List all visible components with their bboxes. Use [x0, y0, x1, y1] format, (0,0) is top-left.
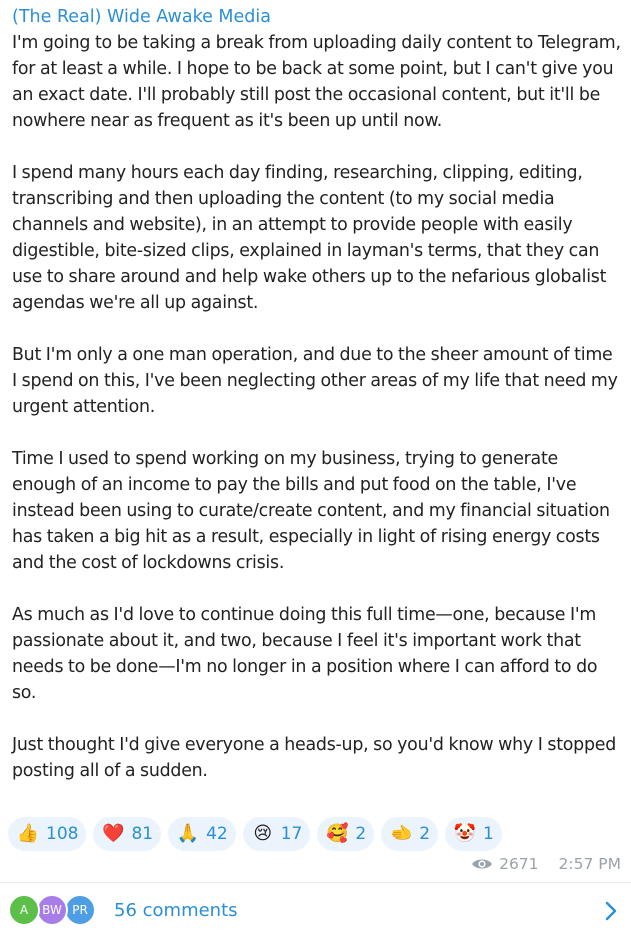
channel-name[interactable]: (The Real) Wide Awake Media [12, 7, 271, 27]
reaction-count: 108 [46, 824, 79, 844]
pointing-hand-icon: 🫲 [389, 823, 413, 844]
clown-face-icon: 🤡 [453, 823, 477, 844]
reaction-count: 2 [419, 824, 431, 844]
reaction-count: 1 [483, 824, 494, 844]
folded-hands-icon: 🙏 [176, 823, 200, 844]
reaction-count: 17 [280, 824, 303, 844]
reaction-clown[interactable] [445, 817, 502, 851]
smiling-face-with-hearts-icon: 🥰 [326, 823, 349, 844]
avatar: BW [36, 894, 68, 926]
post-paragraph: I spend many hours each day finding, researching, clipping, editing, transcribing and then uploading the content (to my social media channels and website), in an attempt to provide people with easily digestible, bite-sized clips, explained in layman's terms, that they can use to share around and help wake others up to the nefarious globalist agendas we're all up against. [12, 163, 607, 313]
post-text [12, 30, 621, 784]
reactions-bar [8, 817, 502, 853]
post-paragraph: But I'm only a one man operation, and due to the sheer amount of time I spend on this, I've been neglecting other areas of my life that need my urgent attention. [12, 345, 618, 417]
reaction-cry[interactable] [243, 817, 311, 851]
post-paragraph: I'm going to be taking a break from uploading daily content to Telegram, for at least a while. I hope to be back at some point, but I can't give you an exact date. I'll probably still post the occasional content, but it'll be nowhere near as frequent as it's been up until now. [12, 33, 621, 131]
eye-icon [471, 857, 493, 871]
reaction-thumbs-up[interactable] [8, 817, 86, 851]
reaction-pray[interactable] [168, 817, 236, 851]
avatar: A [8, 894, 40, 926]
heart-icon: ❤️ [102, 823, 125, 844]
reaction-love-face[interactable] [317, 817, 374, 851]
post-paragraph: As much as I'd love to continue doing this full time—one, because I'm passionate about it, and two, because I feel it's important work that needs to be done—I'm no longer in a position where I can afford to do so. [12, 605, 598, 703]
thumbs-up-icon: 👍 [16, 823, 40, 844]
reaction-heart[interactable] [93, 817, 161, 851]
post-paragraph: Just thought I'd give everyone a heads-up, so you'd know why I stopped posting all of a sudden. [12, 735, 616, 781]
post-time: 2:57 PM [558, 855, 621, 873]
chevron-right-icon [605, 901, 617, 921]
post-paragraph: Time I used to spend working on my business, trying to generate enough of an income to pay the bills and put food on the table, I've instead been using to curate/create content, and my financial situation has taken a big hit as a result, especially in light of rising energy costs and the cost of lockdowns crisis. [12, 449, 610, 573]
avatar: PR [64, 894, 96, 926]
commenter-avatars [8, 894, 104, 928]
crying-face-icon: 😢 [253, 823, 273, 844]
comments-button[interactable] [0, 883, 631, 938]
reaction-count: 81 [131, 824, 154, 844]
reaction-count: 42 [206, 824, 228, 844]
view-count: 2671 [499, 855, 539, 873]
reaction-hand[interactable] [381, 817, 438, 851]
post-meta [471, 853, 621, 875]
comments-count-label: 56 comments [114, 900, 238, 921]
reaction-count: 2 [355, 824, 367, 844]
